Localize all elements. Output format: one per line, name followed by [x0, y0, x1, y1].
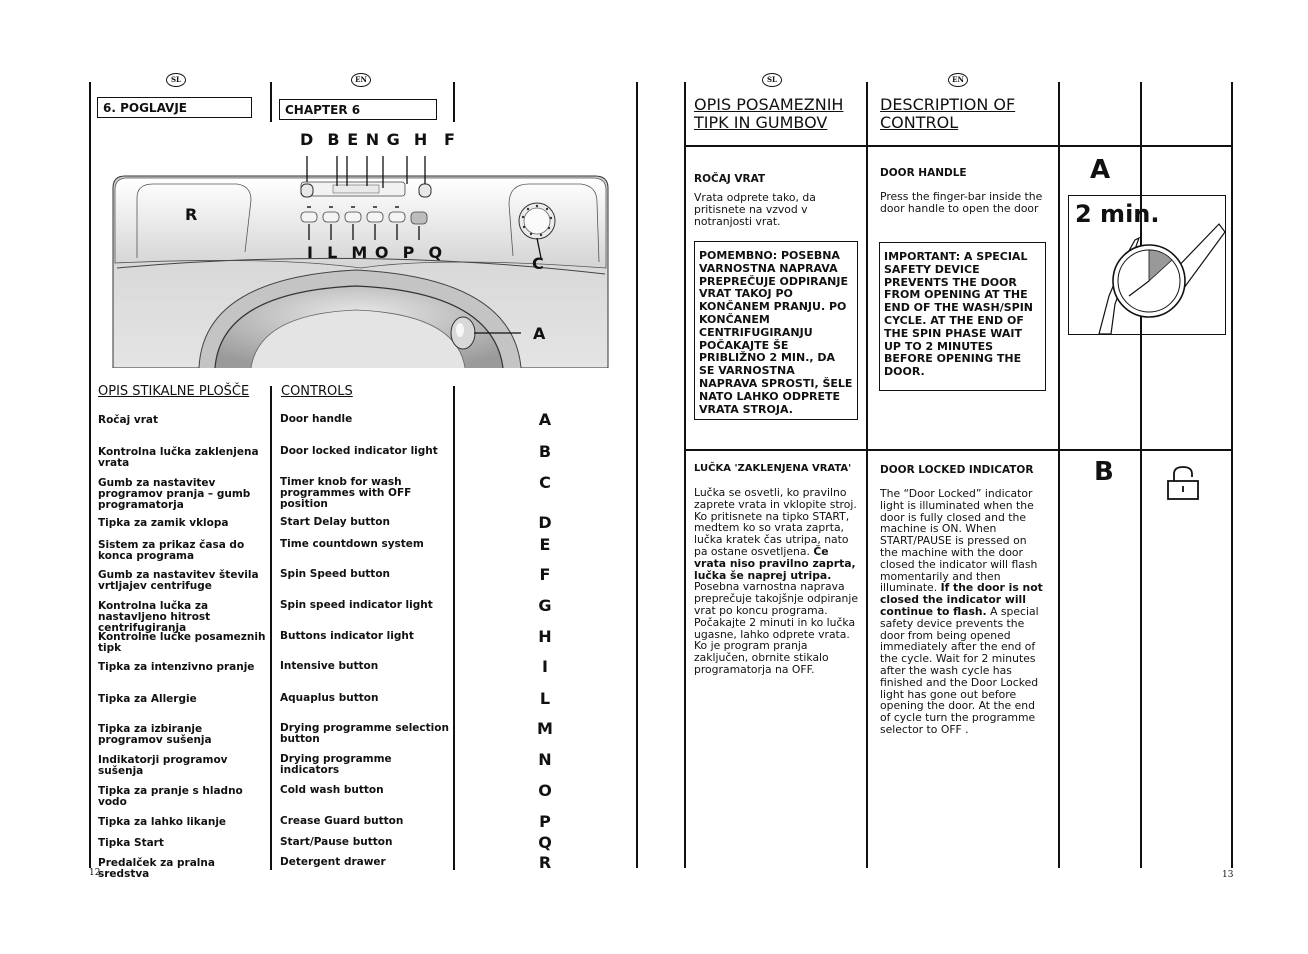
- control-name-en: Spin speed indicator light: [280, 599, 433, 611]
- right-page-margin-line: [684, 82, 686, 868]
- control-letter: C: [539, 473, 551, 492]
- control-name-sl: Sistem za prikaz časa do konca programa: [98, 539, 245, 562]
- lang-badge-sl: SL: [166, 73, 186, 87]
- door-handle-text-en: Press the finger-bar inside the door handle to open the door: [880, 190, 1043, 215]
- control-name-sl: Tipka za Allergie: [98, 693, 197, 705]
- control-name-sl: Tipka za izbiranje programov sušenja: [98, 723, 212, 746]
- control-name-en: Time countdown system: [280, 538, 424, 550]
- padlock-icon: [1165, 464, 1201, 502]
- control-name-sl: Tipka za zamik vklopa: [98, 517, 229, 529]
- control-name-en: Drying programme indicators: [280, 753, 392, 776]
- control-letter: G: [538, 596, 552, 615]
- section-letter-b: B: [1094, 457, 1114, 487]
- control-letter: B: [538, 442, 552, 461]
- control-letter: F: [539, 565, 551, 584]
- diagram-labels-bottom: I L M O P Q: [307, 243, 444, 262]
- clock-icon: [1069, 196, 1225, 334]
- control-name-en: Cold wash button: [280, 784, 384, 796]
- control-letter: H: [538, 627, 552, 646]
- description-header-sl: OPIS POSAMEZNIH TIPK IN GUMBOV: [694, 95, 844, 132]
- door-locked-note-sl: Če vrata niso pravilno zaprta, lučka še naprej utripa.: [694, 544, 856, 582]
- diagram-label-a: A: [533, 324, 546, 343]
- column-divider-top: [270, 82, 272, 122]
- timer-illustration-box: [1068, 195, 1226, 335]
- control-name-sl: Kontrolna lučka zaklenjena vrata: [98, 446, 259, 469]
- diagram-labels-top: D B E N G H: [300, 130, 429, 149]
- control-letter: A: [538, 410, 552, 429]
- control-name-sl: Kontrolna lučka za nastavljeno hitrost centrifugiranja: [98, 600, 211, 634]
- right-margin-line: [636, 82, 638, 868]
- control-letter: Q: [538, 833, 552, 852]
- control-letter: P: [539, 812, 551, 831]
- control-name-en: Start Delay button: [280, 516, 390, 528]
- description-header-en: DESCRIPTION OF CONTROL: [880, 95, 1016, 132]
- control-letter: R: [538, 853, 552, 872]
- control-name-en: Door handle: [280, 413, 353, 425]
- diagram-label-c: C: [532, 254, 544, 273]
- timer-label: 2 min.: [1075, 200, 1160, 228]
- control-name-en: Start/Pause button: [280, 836, 393, 848]
- control-name-sl: Tipka za pranje s hladno vodo: [98, 785, 243, 808]
- control-letter: N: [538, 750, 552, 769]
- chapter-title-sl: 6. POGLAVJE: [97, 97, 252, 118]
- control-name-sl: Gumb za nastavitev števila vrtljajev centrifuge: [98, 569, 259, 592]
- important-warning-sl: POMEMBNO: POSEBNA VARNOSTNA NAPRAVA PREPREČUJE ODPIRANJE VRAT TAKOJ PO KONČANEM PRANJU. PO KONČANEM CENTRIFUGIRANJU POČAKAJTE ŠE PRIBLIŽNO 2 MIN., DA SE VARNOSTNA NAPRAVA SPROSTI, ŠELE NATO LAHKO ODPRETE VRATA STROJA.: [694, 241, 858, 420]
- lang-badge-en: EN: [351, 73, 371, 87]
- control-letter: L: [539, 689, 551, 708]
- controls-header-en: CONTROLS: [281, 384, 353, 399]
- control-name-en: Spin Speed button: [280, 568, 391, 580]
- control-letter: I: [542, 657, 548, 676]
- control-name-en: Buttons indicator light: [280, 630, 414, 642]
- column-divider-top-right: [453, 82, 455, 122]
- control-letter: E: [539, 535, 551, 554]
- left-margin-line: [89, 82, 91, 868]
- control-letter: D: [538, 513, 552, 532]
- door-locked-note-en: If the door is not closed the indicator will continue to flash.: [880, 581, 1043, 618]
- control-name-sl: Predalček za pralna sredstva: [98, 857, 215, 880]
- control-name-sl: Tipka za lahko likanje: [98, 816, 227, 828]
- door-locked-text-sl: Lučka se osvetli, ko pravilno zaprete vrata in vklopite stroj. Ko pritisnete na tipko START, medtem ko so vrata zaprta, lučka kratek čas utripa, nato pa ostane osvetljena. Če vrata niso pravilno zaprta, lučka še naprej utripa. Posebna varnostna naprava preprečuje takojšnje odpiranje vrat po koncu programa. Počakajte 2 minuti in ko lučka ugasne, lahko odprete vrata. Ko je program pranja zaključen, obrnite stikalo programatorja na OFF.: [694, 486, 858, 676]
- control-letter: O: [538, 781, 552, 800]
- important-warning-en: IMPORTANT: A SPECIAL SAFETY DEVICE PREVENTS THE DOOR FROM OPENING AT THE END OF THE WASH/SPIN CYCLE. AT THE END OF THE SPIN PHASE WAIT UP TO 2 MINUTES BEFORE OPENING THE DOOR.: [879, 242, 1046, 391]
- diagram-label-r: R: [185, 205, 198, 224]
- door-handle-title-sl: ROČAJ VRAT: [694, 173, 766, 185]
- page-number-right: 13: [1222, 870, 1234, 880]
- door-handle-title-en: DOOR HANDLE: [880, 167, 967, 179]
- right-col-divider-4: [1231, 82, 1233, 868]
- control-name-en: Timer knob for wash programmes with OFF position: [280, 476, 412, 510]
- door-handle-text-sl: Vrata odprete tako, da pritisnete na vzvod v notranjosti vrat.: [694, 191, 816, 228]
- control-name-en: Aquaplus button: [280, 692, 379, 704]
- chapter-title-en: CHAPTER 6: [279, 99, 437, 120]
- control-name-en: Detergent drawer: [280, 856, 386, 868]
- controls-header-sl: OPIS STIKALNE PLOŠČE: [98, 384, 250, 399]
- door-locked-text-en: The “Door Locked” indicator light is illuminated when the door is fully closed and the machine is ON. When START/PAUSE is pressed on the machine with the door closed the indicator will flash momentarily and then illuminate. If the door is not closed the indicator will continue to flash. A special safety device prevents the door from being opened immediately after the end of the cycle. Wait for 2 minutes after the wash cycle has finished and the Door Locked light has gone out before opening the door. At the end of cycle turn the programme selector to OFF .: [880, 487, 1043, 736]
- lang-badge-sl-right: SL: [762, 73, 782, 87]
- control-name-sl: Ročaj vrat: [98, 414, 158, 426]
- lang-badge-en-right: EN: [948, 73, 968, 87]
- section-rule-1: [684, 145, 1233, 147]
- column-divider-right: [453, 386, 455, 870]
- right-col-divider-1: [866, 82, 868, 868]
- control-name-en: Drying programme selection button: [280, 722, 449, 745]
- diagram-label-f: F: [444, 130, 455, 149]
- control-name-sl: Tipka za intenzivno pranje: [98, 661, 255, 673]
- control-name-en: Door locked indicator light: [280, 445, 438, 457]
- control-name-sl: Gumb za nastavitev programov pranja – gumb programatorja: [98, 477, 251, 511]
- right-col-divider-2: [1058, 82, 1060, 868]
- section-letter-a: A: [1090, 155, 1111, 185]
- column-divider: [270, 386, 272, 870]
- page-number-left: 12: [89, 868, 101, 878]
- control-letter: M: [537, 719, 553, 738]
- control-name-en: Intensive button: [280, 660, 379, 672]
- control-name-sl: Kontrolne lučke posameznih tipk: [98, 631, 266, 654]
- section-rule-2: [684, 449, 1233, 451]
- control-name-sl: Indikatorji programov sušenja: [98, 754, 228, 777]
- door-locked-title-en: DOOR LOCKED INDICATOR: [880, 464, 1034, 476]
- control-name-sl: Tipka Start: [98, 837, 164, 849]
- control-name-en: Crease Guard button: [280, 815, 404, 827]
- door-locked-title-sl: LUČKA 'ZAKLENJENA VRATA': [694, 463, 852, 474]
